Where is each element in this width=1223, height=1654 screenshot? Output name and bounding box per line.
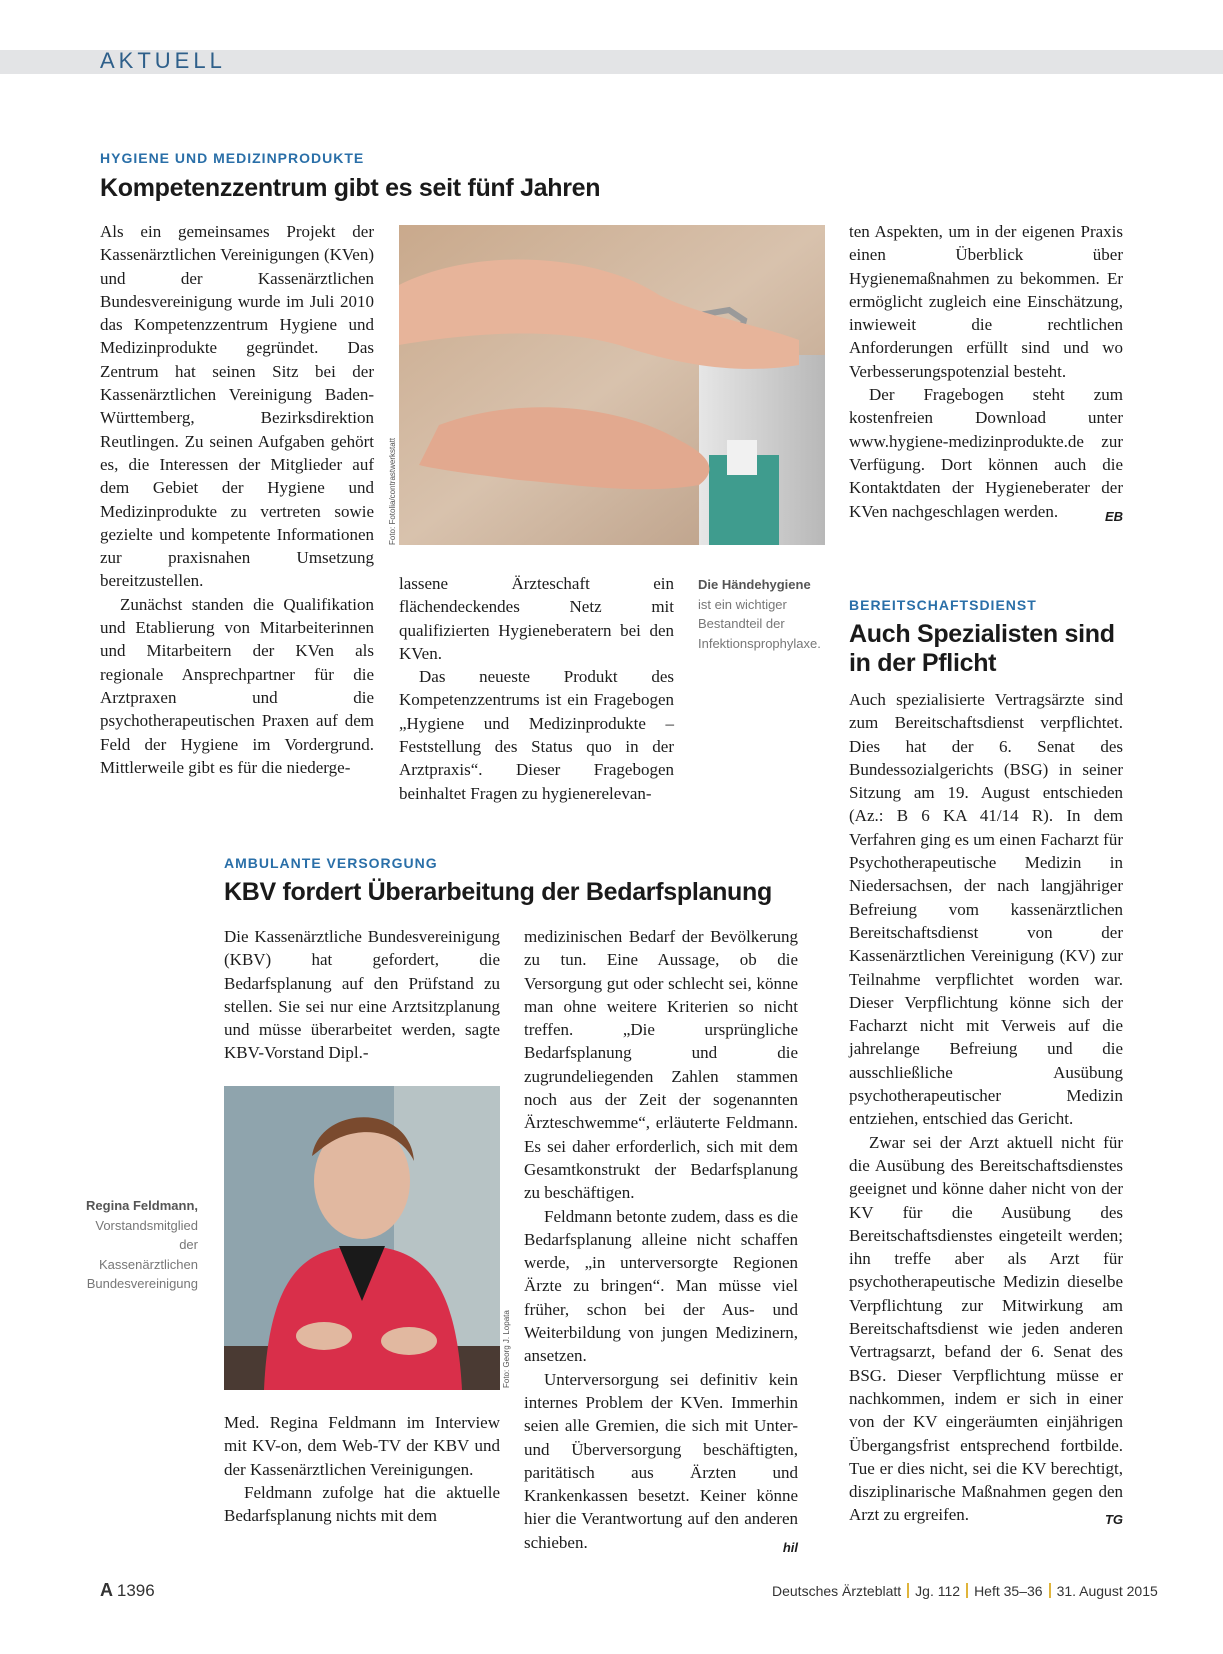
- page-number: [100, 1580, 155, 1601]
- article1-photo-credit: Foto: Fotolia/contrastwerkstatt: [388, 437, 397, 545]
- article1-photo-caption: [698, 575, 828, 653]
- footer-separator: [1049, 1583, 1051, 1598]
- journal-volume: Jg. 112: [915, 1583, 961, 1599]
- footer-separator: [966, 1583, 968, 1598]
- article1-col3-paragraph-1: ten Aspekten, um in der eigenen Praxis einen Überblick über Hygienemaßnahmen zu bekommen. Er ermöglicht zugleich eine Einschätzung, inwieweit die rechtlichen Anforderungen erfüllt sind und wo Verbesserungspotenzial besteht.: [849, 222, 1123, 381]
- article1-col1-paragraph-1: Als ein gemeinsames Projekt der Kassenärztlichen Vereinigungen (KVen) und der Kassenärztlichen Bundesvereinigung wurde im Juli 2010 das Kompetenzzentrum Hygiene und Medizinprodukte gegründet. Das Zentrum hat seinen Sitz bei der Kassenärztlichen Vereinigung Baden-Württemberg, Bezirksdirektion Reutlingen. Zu seinen Aufgaben gehört es, die Interessen der Mitglieder auf dem Gebiet der Hygiene und Medizinprodukte zu vertreten sowie gezielte und kompetente Informationen zur praxisnahen Umsetzung bereitzustellen.: [100, 222, 374, 591]
- article3-kicker: BEREITSCHAFTSDIENST: [849, 597, 1037, 613]
- hand-hygiene-photo: [399, 225, 825, 545]
- journal-name: Deutsches Ärzteblatt: [772, 1583, 902, 1599]
- portrait-illustration: [224, 1086, 500, 1390]
- article1-col3-paragraph-2-text: Der Fragebogen steht zum kostenfreien Download unter www.hygiene-medizinprodukte.de zur Verfügung. Dort können auch die Kontaktdaten der Hygieneberater der KVen nachgeschlagen werden.: [849, 385, 1123, 521]
- page-prefix: A: [100, 1580, 113, 1600]
- section-label: AKTUELL: [100, 48, 226, 73]
- article2-col2-paragraph-1: medizinischen Bedarf der Bevölkerung zu tun. Eine Aussage, ob die Versorgung gut oder schlecht sei, könne man ohne weitere Kriterien so nicht treffen. „Die ursprüngliche Bedarfsplanung und die zugrundeliegenden Zahlen stammen noch aus der Zeit der sogenannten Ärzteschwemme“, erläuterte Feldmann. Es sei daher erforderlich, sich mit dem Gesamtkonstrukt der Bedarfsplanung zu beschäftigen.: [524, 927, 798, 1203]
- article2-column-1a: [224, 925, 500, 1065]
- article1-column-1: [100, 220, 374, 779]
- article1-caption-bold: Die Händehygiene: [698, 577, 811, 592]
- article1-col3-paragraph-2: [849, 383, 1123, 523]
- article2-col2-paragraph-3: [524, 1368, 798, 1554]
- article3-column: [849, 688, 1123, 1532]
- article1-kicker: HYGIENE UND MEDIZINPRODUKTE: [100, 150, 365, 166]
- footer-citation: [772, 1583, 1158, 1599]
- article1-caption-text: ist ein wichtiger Bestandteil der Infektionsprophylaxe.: [698, 596, 821, 651]
- article2-headline: KBV fordert Überarbeitung der Bedarfsplanung: [224, 878, 772, 906]
- article2-col2-paragraph-2: Feldmann betonte zudem, dass es die Bedarfsplanung alleine nicht schaffen werde, „in unterversorgte Regionen Ärzte zu bringen“. Man müsse viel früher, schon bei der Aus- und Weiterbildung von jungen Medizinern, ansetzen.: [524, 1206, 798, 1366]
- article2-col1-paragraph-1a: Die Kassenärztliche Bundesvereinigung (KBV) hat gefordert, die Bedarfsplanung auf den Prüfstand zu stellen. Sie sei nur eine Arztsitzplanung und müsse überarbeitet werden, sagte KBV-Vorstand Dipl.-: [224, 927, 500, 1063]
- article1-column-2: [399, 572, 674, 805]
- article1-col2-paragraph-2: Das neueste Produkt des Kompetenzzentrums ist ein Fragebogen „Hygiene und Medizinprodukte – Feststellung des Status quo in der Arztpraxis“. Dieser Fragebogen beinhaltet Fragen zu hygienerelevan-: [399, 667, 674, 803]
- article3-headline: [849, 620, 1115, 678]
- portrait-photo: [224, 1086, 500, 1390]
- journal-issue: Heft 35–36: [974, 1583, 1043, 1599]
- article2-kicker: AMBULANTE VERSORGUNG: [224, 855, 438, 871]
- article2-signature: hil: [782, 1539, 798, 1555]
- article1-col2-paragraph-1: lassene Ärzteschaft ein flächendeckendes Netz mit qualifizierten Hygieneberatern bei den KVen.: [399, 574, 674, 663]
- article2-photo-credit: Foto: Georg J. Lopata: [502, 1310, 511, 1388]
- article2-col1-paragraph-1b: Med. Regina Feldmann im Interview mit KV-on, dem Web-TV der KBV und der Kassenärztlichen Vereinigungen.: [224, 1413, 500, 1479]
- article2-photo-caption: [80, 1196, 198, 1294]
- article3-paragraph-1: Auch spezialisierte Vertragsärzte sind zum Bereitschaftsdienst verpflichtet. Dies hat der 6. Senat des Bundessozialgerichts (BSG) in seiner Sitzung am 19. August entschieden (Az.: B 6 KA 41/14 R). In dem Verfahren ging es um einen Facharzt für Psychotherapeutische Medizin in Niedersachsen, der nach langjähriger Befreiung vom kassenärztlichen Bereitschaftsdienst von der Kassenärztlichen Vereinigung (KV) zur Teilnahme verpflichtet worden war. Dieser Verpflichtung könne sich der Facharzt nicht mit Verweis auf die jahrelange Befreiung und die ausschließliche Ausübung psychotherapeutischer Medizin entziehen, entschied das Gericht.: [849, 690, 1123, 1129]
- page-number-value: 1396: [116, 1581, 155, 1600]
- article1-col1-paragraph-2: Zunächst standen die Qualifikation und Etablierung von Mitarbeiterinnen und Mitarbeitern der KVen als regionale Ansprechpartner für die Arztpraxen und die psychotherapeutischen Praxen auf dem Feld der Hygiene im Vordergrund. Mittlerweile gibt es für die niederge-: [100, 594, 374, 777]
- article2-col1-paragraph-2: Feldmann zufolge hat die aktuelle Bedarfsplanung nichts mit dem: [224, 1482, 500, 1526]
- article1-signature: EB: [1104, 508, 1123, 524]
- journal-date: 31. August 2015: [1056, 1583, 1158, 1599]
- article3-headline-line-2: in der Pflicht: [849, 649, 997, 677]
- article2-column-1b: [224, 1411, 500, 1527]
- footer-separator: [907, 1583, 909, 1598]
- article3-signature: TG: [1104, 1512, 1123, 1528]
- hand-hygiene-illustration: [399, 225, 825, 545]
- article2-column-2: [524, 925, 798, 1559]
- article2-caption-bold: Regina Feldmann,: [86, 1198, 198, 1213]
- article1-column-3: [849, 220, 1123, 528]
- article3-paragraph-2: [849, 1131, 1123, 1527]
- article2-caption-text: Vorstandsmitglied der Kassenärztlichen Bundesvereinigung: [86, 1217, 198, 1291]
- article3-paragraph-2-text: Zwar sei der Arzt aktuell nicht für die Ausübung des Bereitschaftsdienstes geeignet und könne daher nicht von der KV für die Ausübung des Bereitschaftsdienstes eingeteilt werden; ihn treffe aber als Arzt für psychotherapeutische Medizin dieselbe Verpflichtung zur Mitwirkung am Bereitschaftsdienst wie jeden anderen Vertragsarzt, befand der 6. Senat des BSG. Dieser Verpflichtung müsse er nachkommen, indem er sich in einer von der KV eingeräumten einjährigen Übergangsfrist entsprechend fortbilde. Tue er dies nicht, sei die KV berechtigt, disziplinarische Maßnahmen gegen den Arzt zu ergreifen.: [849, 1132, 1123, 1525]
- article2-col2-paragraph-3-text: Unterversorgung sei definitiv kein internes Problem der KVen. Immerhin seien alle Gremien, die sich mit Unter- und Überversorgung beschäftigten, paritätisch aus Ärzten und Krankenkassen besetzt. Keiner könne hier die Verantwortung auf den anderen schieben.: [524, 1369, 798, 1552]
- article1-headline: Kompetenzzentrum gibt es seit fünf Jahren: [100, 174, 601, 202]
- article3-headline-line-1: Auch Spezialisten sind: [849, 620, 1115, 648]
